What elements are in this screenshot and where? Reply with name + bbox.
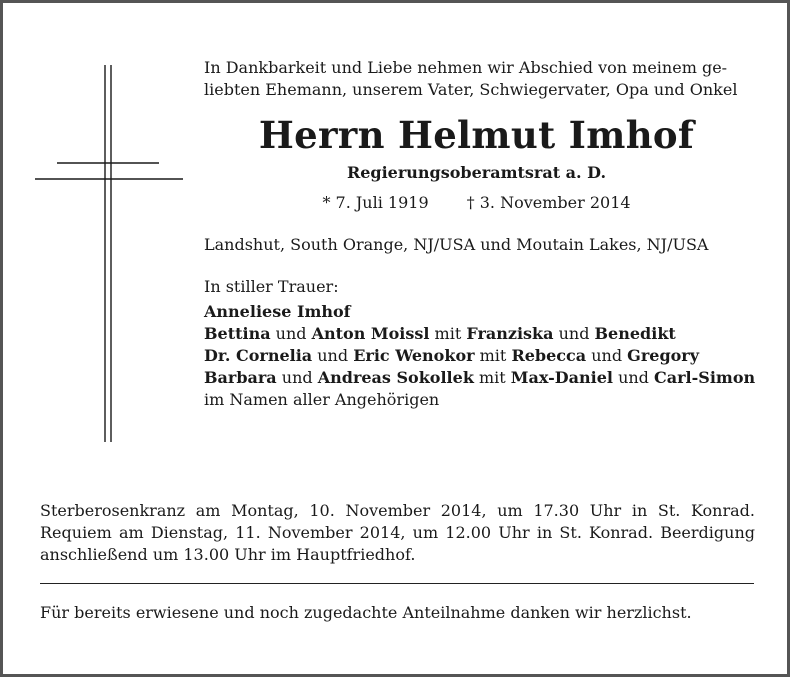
mourner-name: Franziska bbox=[466, 324, 554, 343]
mourning-label: In stiller Trauer: bbox=[204, 277, 339, 296]
birth-date: * 7. Juli 1919 bbox=[322, 193, 429, 212]
intro-line-2: liebten Ehemann, unserem Vater, Schwiegervater, Opa und Onkel bbox=[204, 80, 738, 99]
mourner-name: Rebecca bbox=[511, 346, 587, 365]
mourner-name: Anton Moissl bbox=[311, 324, 430, 343]
intro-line-1: In Dankbarkeit und Liebe nehmen wir Abschied von meinem ge- bbox=[204, 58, 728, 77]
mourner-name: Max-Daniel bbox=[510, 368, 613, 387]
life-dates bbox=[204, 192, 749, 214]
connector-text: mit bbox=[429, 324, 467, 343]
mourner-name: Gregory bbox=[627, 346, 700, 365]
service-details bbox=[40, 500, 755, 566]
mourner-name: Benedikt bbox=[594, 324, 676, 343]
cross-icon bbox=[35, 65, 185, 445]
mourner-name: Andreas Sokollek bbox=[317, 368, 474, 387]
deceased-name: Herrn Helmut Imhof bbox=[258, 113, 695, 157]
death-date: † 3. November 2014 bbox=[466, 193, 631, 212]
mourners-list bbox=[204, 301, 764, 411]
main-text-block bbox=[204, 57, 764, 411]
connector-text: und bbox=[276, 368, 318, 387]
connector-text: mit bbox=[473, 368, 511, 387]
intro-text bbox=[204, 57, 764, 101]
mourner-line-1 bbox=[204, 301, 764, 323]
mourner-line-3 bbox=[204, 345, 764, 367]
connector-text: und bbox=[586, 346, 628, 365]
connector-text: mit bbox=[474, 346, 512, 365]
service-line-2: Requiem am Dienstag, 11. November 2014, um 12.00 Uhr in St. Konrad. Beerdigung bbox=[40, 523, 755, 542]
service-line-1: Sterberosenkranz am Montag, 10. November 2014, um 17.30 Uhr in St. Konrad. bbox=[40, 501, 755, 520]
divider-line bbox=[40, 583, 754, 584]
mourner-name: Anneliese Imhof bbox=[204, 302, 351, 321]
mourner-name: Carl-Simon bbox=[654, 368, 756, 387]
mourner-line-4 bbox=[204, 367, 764, 389]
service-line-3: anschließend um 13.00 Uhr im Hauptfriedhof. bbox=[40, 545, 416, 564]
mourner-line-2 bbox=[204, 323, 764, 345]
mourner-name: Barbara bbox=[204, 368, 277, 387]
connector-text: und bbox=[312, 346, 354, 365]
thanks-text: Für bereits erwiesene und noch zugedachte Anteilnahme danken wir herzlichst. bbox=[40, 603, 692, 622]
connector-text: und bbox=[553, 324, 595, 343]
places-of-residence: Landshut, South Orange, NJ/USA und Moutain Lakes, NJ/USA bbox=[204, 235, 709, 254]
mourner-name: Dr. Cornelia bbox=[204, 346, 313, 365]
mourner-name: Bettina bbox=[204, 324, 271, 343]
deceased-title: Regierungsoberamtsrat a. D. bbox=[346, 163, 607, 182]
mourner-line-5: im Namen aller Angehörigen bbox=[204, 390, 440, 409]
mourner-name: Eric Wenokor bbox=[353, 346, 475, 365]
connector-text: und bbox=[270, 324, 312, 343]
connector-text: und bbox=[612, 368, 655, 387]
